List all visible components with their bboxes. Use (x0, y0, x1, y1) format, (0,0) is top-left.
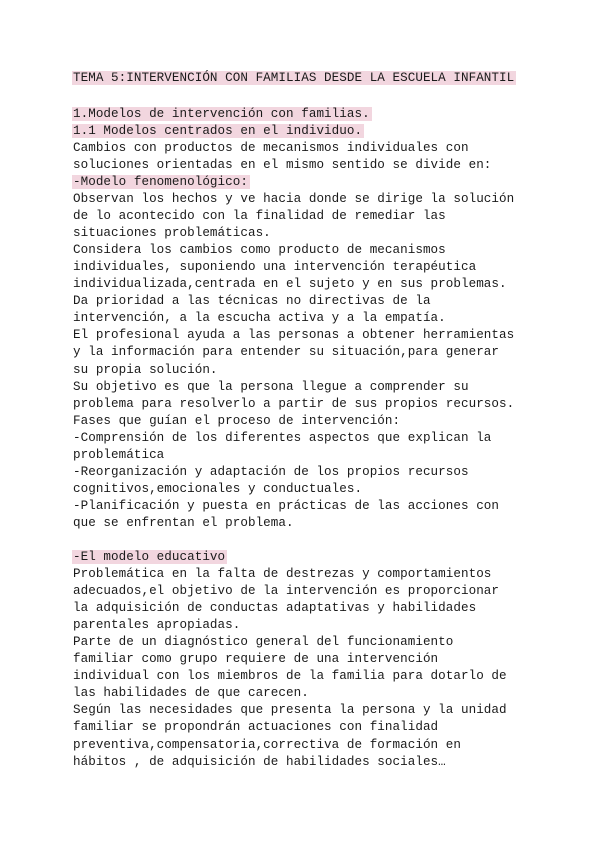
text-line: Problemática en la falta de destrezas y comportamientos (73, 567, 492, 581)
text-line: Según las necesidades que presenta la persona y la unidad (73, 703, 507, 718)
text-line: intervención, a la escucha activa y a la empatía. (73, 311, 446, 326)
text-line: -Comprensión de los diferentes aspectos que explican la (73, 430, 492, 445)
text-line: las habilidades de que carecen. (73, 686, 309, 701)
text-line: Parte de un diagnóstico general del funcionamiento (73, 635, 454, 650)
text-line: problemática (73, 447, 165, 462)
text-line: su propia solución. (73, 362, 218, 377)
model1-heading: -Modelo fenomenológico: (73, 175, 248, 189)
text-line: individuales, suponiendo una intervención terapéutica (73, 260, 477, 275)
text-line: -Reorganización y adaptación de los propios recursos (73, 464, 469, 479)
section-heading: 1.Modelos de intervención con familias. (73, 107, 370, 121)
text-line: individual con los miembros de la familia para dotarlo de (73, 669, 507, 684)
text-line: que se enfrentan el problema. (73, 515, 294, 530)
text-line: Da prioridad a las técnicas no directivas de la (73, 294, 431, 309)
text-line: Cambios con productos de mecanismos individuales con (73, 141, 469, 155)
text-line: hábitos , de adquisición de habilidades sociales… (73, 754, 446, 769)
model2-heading: -El modelo educativo (73, 550, 226, 564)
text-line: Fases que guían el proceso de intervención: (73, 413, 401, 428)
text-line: preventiva,compensatoria,correctiva de formación en (73, 737, 461, 752)
text-line: soluciones orientadas en el mismo sentido se divide en: (73, 158, 492, 172)
text-line: problema para resolverlo a partir de sus propios recursos. (73, 396, 515, 411)
text-line: -Planificación y puesta en prácticas de las acciones con (73, 498, 500, 513)
text-line: y la información para entender su situación,para generar (73, 345, 500, 360)
text-line: adecuados,el objetivo de la intervención es proporcionar (73, 584, 500, 599)
document-title: TEMA 5:INTERVENCIÓN CON FAMILIAS DESDE LA ESCUELA INFANTIL (73, 71, 515, 85)
text-line: Considera los cambios como producto de mecanismos (73, 243, 446, 258)
text-line: Su objetivo es que la persona llegue a comprender su (73, 379, 469, 394)
text-line: parentales apropiadas. (73, 618, 241, 633)
text-line: individualizada,centrada en el sujeto y en sus problemas. (73, 277, 507, 292)
text-line: de lo acontecido con la finalidad de remediar las (73, 209, 446, 224)
text-line: Observan los hechos y ve hacia donde se dirige la solución (73, 192, 515, 206)
text-line: situaciones problemáticas. (73, 226, 271, 241)
subsection-heading: 1.1 Modelos centrados en el individuo. (73, 124, 363, 138)
text-line: El profesional ayuda a las personas a obtener herramientas (73, 328, 515, 343)
text-line: familiar se propondrán actuaciones con finalidad (73, 720, 439, 735)
text-line: la adquisición de conductas adaptativas y habilidades (73, 601, 477, 616)
text-line: cognitivos,emocionales y conductuales. (73, 481, 363, 496)
text-line: familiar como grupo requiere de una intervención (73, 652, 439, 667)
